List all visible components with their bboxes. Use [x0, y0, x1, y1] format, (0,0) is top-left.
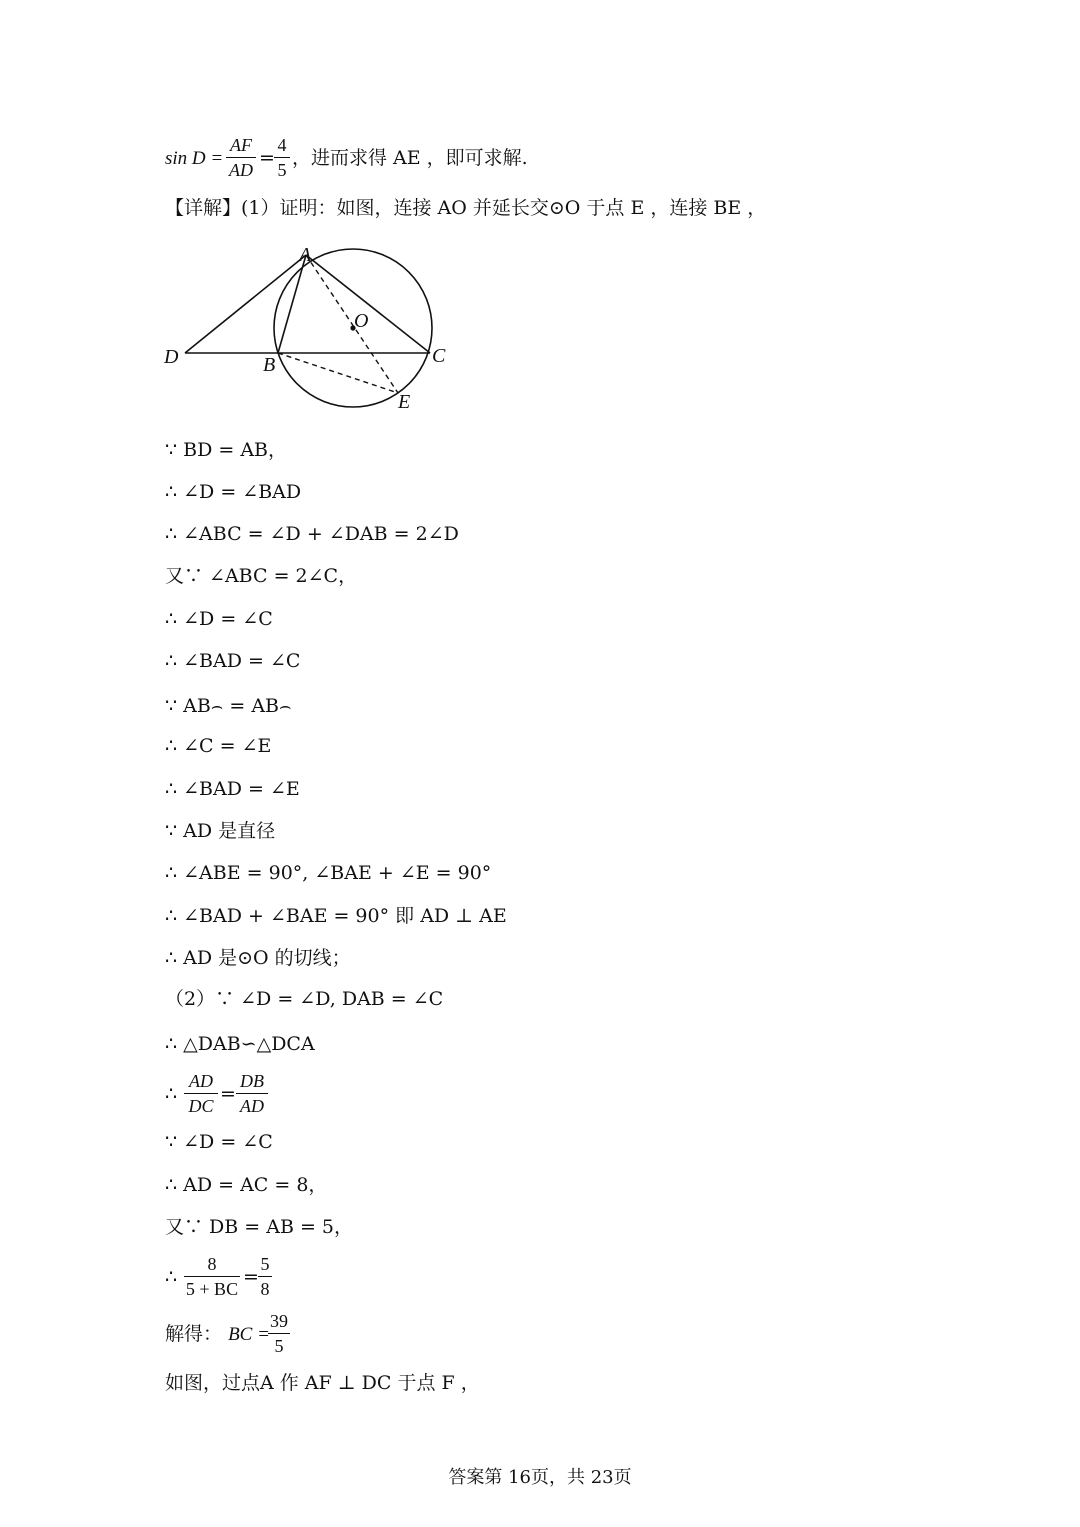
- fraction-numerator: DB: [240, 1071, 264, 1091]
- fraction-numerator: 8: [207, 1254, 217, 1274]
- fraction-bar: [258, 1276, 272, 1277]
- proof-step: ∴ AD = AC = 8，: [165, 1174, 328, 1196]
- solve-prefix: [165, 1322, 270, 1347]
- detail-heading: 【详解】(1）证明：如图，连接 AO 并延长交⊙O 于点 E ，连接 BE ，: [165, 197, 767, 219]
- fraction-bar: [274, 157, 290, 158]
- proof-step: ∴ ∠BAD = ∠E: [165, 778, 300, 800]
- segment-da: [185, 255, 306, 353]
- fraction-numerator: 39: [270, 1311, 288, 1331]
- intro-sin-prefix: sin D =: [165, 148, 224, 169]
- label-d: D: [164, 346, 179, 368]
- proof-step: ∴ ∠D = ∠BAD: [165, 481, 302, 503]
- proof-step: ∵ AB⌢ = AB⌢: [165, 695, 292, 717]
- geometry-figure: [150, 235, 470, 420]
- intro-sin-label: [165, 146, 223, 171]
- fraction-bar: [184, 1093, 218, 1094]
- proof-step: ∴ △DAB∽△DCA: [165, 1033, 315, 1055]
- fraction-denominator: 5: [277, 160, 287, 180]
- ratio2-prefix: ∴: [165, 1266, 178, 1288]
- solve-label: 解得：: [165, 1323, 223, 1345]
- fraction-numerator: 5: [260, 1254, 270, 1274]
- label-c: C: [432, 345, 446, 367]
- segment-be-dashed: [278, 353, 398, 393]
- fraction-db-ad: [236, 1070, 268, 1117]
- fraction-8-over-5-plus-bc: [184, 1253, 240, 1300]
- proof-step: ∴ ∠ABE = 90°, ∠BAE + ∠E = 90°: [165, 862, 492, 884]
- proof-step: 又∵ ∠ABC = 2∠C，: [165, 565, 358, 587]
- intro-suffix: ，进而求得 AE ，即可求解.: [292, 147, 528, 169]
- proof-step: ∴ ∠BAD + ∠BAE = 90° 即 AD ⊥ AE: [165, 905, 507, 927]
- intro-eq: =: [259, 147, 275, 169]
- fraction-numerator: AD: [189, 1071, 213, 1091]
- proof-step: 又∵ DB = AB = 5，: [165, 1216, 354, 1238]
- proof-step: （2）∵ ∠D = ∠D, DAB = ∠C: [165, 988, 444, 1010]
- fraction-39-5: [268, 1310, 290, 1357]
- label-a: A: [299, 244, 312, 266]
- ratio-prefix: ∴: [165, 1083, 178, 1105]
- ratio2-eq: =: [243, 1266, 259, 1288]
- intro-fraction-4-5: [274, 134, 290, 181]
- last-line: 如图，过点A 作 AF ⊥ DC 于点 F ，: [165, 1372, 480, 1394]
- segment-ae-dashed: [306, 255, 398, 393]
- fraction-bar: [236, 1093, 268, 1094]
- proof-step: ∵ AD 是直径: [165, 820, 276, 842]
- label-e: E: [398, 391, 411, 413]
- label-o: O: [354, 310, 369, 332]
- fraction-bar: [268, 1333, 290, 1334]
- segment-ab: [278, 255, 306, 353]
- fraction-denominator: AD: [240, 1096, 264, 1116]
- fraction-denominator: 5 + BC: [185, 1279, 239, 1299]
- fraction-bar: [226, 157, 256, 158]
- fraction-5-8: [258, 1253, 272, 1300]
- label-b: B: [263, 354, 276, 376]
- fraction-denominator: 5: [274, 1336, 284, 1356]
- proof-step: ∵ ∠D = ∠C: [165, 1131, 273, 1153]
- fraction-numerator: AF: [230, 135, 252, 155]
- proof-step: ∴ AD 是⊙O 的切线；: [165, 947, 351, 969]
- page-footer: 答案第 16页，共 23页: [448, 1467, 632, 1488]
- fraction-denominator: AD: [229, 160, 253, 180]
- segment-ac: [306, 255, 430, 353]
- fraction-denominator: 8: [260, 1279, 270, 1299]
- solve-lhs: BC =: [228, 1324, 270, 1345]
- proof-step: ∴ ∠C = ∠E: [165, 735, 272, 757]
- intro-fraction-af-ad: [226, 134, 256, 181]
- ratio-eq: =: [220, 1083, 236, 1105]
- proof-step: ∴ ∠ABC = ∠D + ∠DAB = 2∠D: [165, 523, 459, 545]
- proof-step: ∴ ∠BAD = ∠C: [165, 650, 301, 672]
- fraction-ad-dc: [184, 1070, 218, 1117]
- fraction-numerator: 4: [277, 135, 287, 155]
- proof-step: ∴ ∠D = ∠C: [165, 608, 273, 630]
- proof-step: ∵ BD = AB，: [165, 439, 288, 461]
- fraction-bar: [184, 1276, 240, 1277]
- fraction-denominator: DC: [188, 1096, 214, 1116]
